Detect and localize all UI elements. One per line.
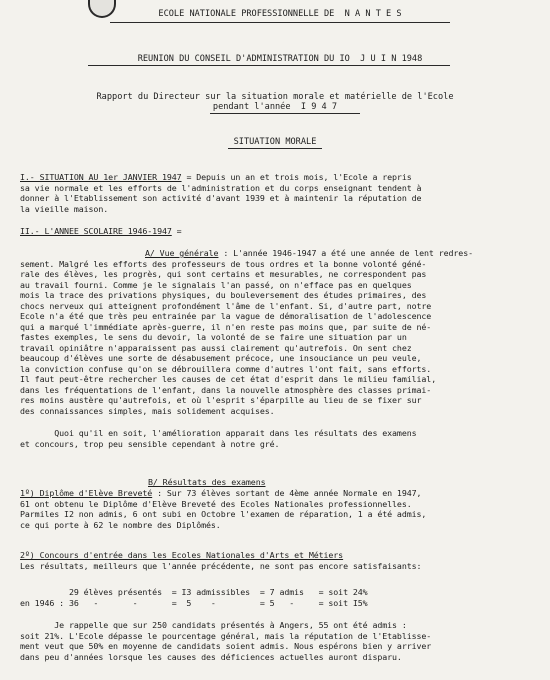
- item1-head-line: [20, 488, 421, 498]
- closing-line-3: dans peu d'années lorsque les causes des déficiences actuelles auront disparu.: [20, 651, 402, 662]
- item1-line-0: : Sur 73 élèves sortant de 4ème année Normale en 1947,: [152, 488, 422, 498]
- item2-line-0: Les résultats, meilleurs que l'année précédente, ne sont pas encore satisfaisants:: [20, 560, 422, 571]
- part2-line-4: mois la trace des privations physiques, du bouleversement des études primaires, des: [20, 290, 427, 300]
- part2-line-15: des connaissances simples, mais solidement acquises.: [20, 405, 275, 416]
- part2-a-line: [145, 248, 473, 258]
- item2-head: 2º) Concours d'entrée dans les Ecoles Nationales d'Arts et Métiers: [20, 550, 344, 560]
- part2-line-14: res moins austère qu'autrefois, et où l'esprit s'éparpille au lieu de se fixer sur: [20, 395, 422, 405]
- section-title: SITUATION MORALE: [233, 137, 317, 147]
- part2-line-7: qui a marqué l'immédiate après-guerre, il n'en reste pas moins que, par suite de né-: [20, 321, 432, 332]
- part2-line-6: Ecole n'a été que très peu entrainée par la vague de démoralisation de l'adolescence: [20, 311, 432, 321]
- part2-heading-suffix: =: [171, 226, 182, 236]
- part2-line-13: dans les fréquentations de l'enfant, dans la nouvelle atmosphère des classes primai-: [20, 384, 432, 395]
- item1-line-1: 61 ont obtenu le Diplôme d'Elève Breveté des Ecoles Nationales professionnelles.: [20, 498, 412, 509]
- results-row-0: 29 élèves présentés = I3 admissibles = 7 admis = soit 24%: [20, 587, 368, 597]
- para2-line-1: et concours, trop peu sensible cependant à notre gré.: [20, 438, 280, 449]
- part1-line-3: la vieille maison.: [20, 203, 109, 214]
- part2-heading: II.- L'ANNEE SCOLAIRE 1946-1947: [20, 226, 172, 236]
- item1-line-2: Parmiles I2 non admis, 6 ont subi en Octobre l'examen de réparation, 1 a été admis,: [20, 509, 427, 519]
- report-line-2: pendant l'année I 9 4 7: [212, 102, 338, 112]
- para2-line-0: Quoi qu'il en soit, l'amélioration apparait dans les résultats des examens: [20, 428, 417, 438]
- part2-line-3: au travail fourni. Comme je le signalais l'an passé, on n'efface pas en quelques: [20, 279, 412, 290]
- part1-line-0: = Depuis un an et trois mois, l'Ecole a repris: [181, 172, 412, 182]
- part2-line-2: rale des élèves, les progrès, qui sont certains et mesurables, ne correspondent pas: [20, 269, 427, 279]
- part2-line-0: : L'année 1946-1947 a été une année de lent redres-: [218, 248, 473, 258]
- sub-a-title: A/ Vue générale: [145, 248, 219, 258]
- part1-heading-line: [20, 172, 412, 182]
- closing-line-1: soit 21%. L'Ecole dépasse le pourcentage général, mais la réputation de l'Etablisse-: [20, 630, 432, 641]
- report-underline: [210, 113, 360, 114]
- part2-line-8: fastes exemples, le sens du devoir, la volonté de se faire une situation par un: [20, 332, 407, 342]
- part2-line-10: beaucoup d'élèves une sorte de désabusement précoce, une insouciance un peu veule,: [20, 353, 422, 363]
- part2-line-5: chocs nerveux qui atteignent profondément l'âme de l'enfant. Si, d'autre part, notre: [20, 300, 432, 311]
- school-name: ECOLE NATIONALE PROFESSIONNELLE DE N A N T E S: [158, 9, 402, 19]
- meeting-underline: [88, 65, 450, 66]
- part2-line-1: sement. Malgré les efforts des professeurs de tous ordres et la bonne volonté géné-: [20, 258, 427, 269]
- part2-heading-line: [20, 226, 182, 236]
- part1-heading: I.- SITUATION AU 1er JANVIER 1947: [20, 172, 182, 182]
- part2-line-12: Il faut peut-être rechercher les causes de cet état d'esprit dans le milieu familial,: [20, 374, 437, 384]
- closing-line-2: ment veut que 50% en moyenne de candidats soient admis. Nous espérons bien y arriver: [20, 641, 432, 651]
- section-underline: [228, 148, 322, 149]
- sub-b-title: B/ Résultats des examens: [148, 477, 266, 487]
- closing-line-0: Je rappelle que sur 250 candidats présentés à Angers, 55 ont été admis :: [20, 620, 407, 630]
- report-line-1: Rapport du Directeur sur la situation morale et matérielle de l'Ecole: [96, 92, 454, 102]
- part2-line-9: travail opiniâtre n'apparaissent pas aussi clairement qu'autrefois. On sent chez: [20, 342, 412, 353]
- part1-line-2: donner à l'Etablissement son activité d'avant 1939 et à maintenir la réputation de: [20, 193, 422, 203]
- header-rule: [110, 22, 450, 23]
- results-row-1: en 1946 : 36 - - = 5 - = 5 - = soit I5%: [20, 598, 368, 608]
- item1-head: 1º) Diplôme d'Elève Breveté: [20, 488, 153, 498]
- part2-line-11: la conviction confuse qu'on se débrouillera comme d'autres l'ont fait, sans efforts.: [20, 363, 432, 374]
- item1-line-3: ce qui porte à 62 le nombre des Diplômés.: [20, 519, 221, 530]
- meeting-title: REUNION DU CONSEIL D'ADMINISTRATION DU IO J U I N 1948: [137, 54, 423, 64]
- part1-line-1: sa vie normale et les efforts de l'administration et du corps enseignant tendent à: [20, 182, 422, 193]
